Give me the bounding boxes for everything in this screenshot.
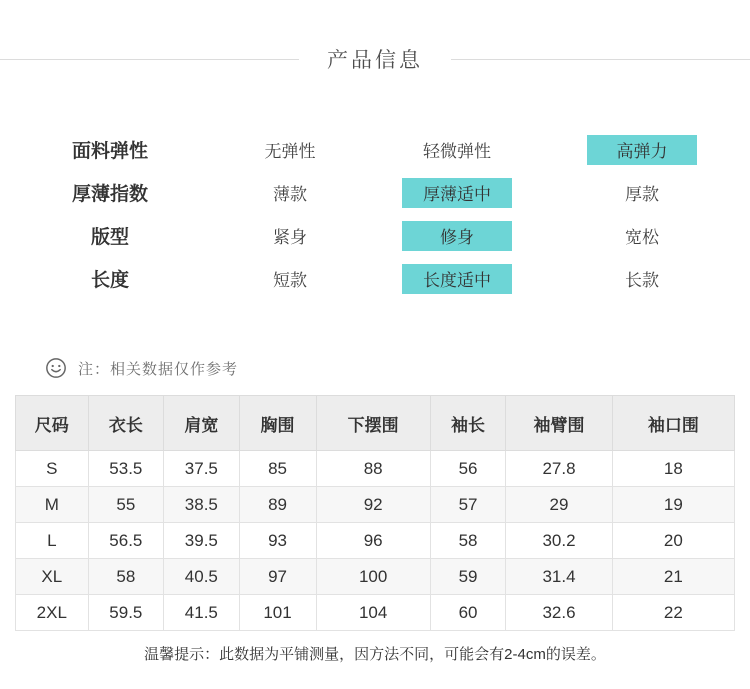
size-cell: 93 xyxy=(239,523,316,559)
spec-option-highlight: 修身 xyxy=(402,221,512,251)
spec-option xyxy=(220,180,360,205)
size-cell: 59 xyxy=(430,559,505,595)
reference-note xyxy=(45,357,750,379)
spec-label: 面料弹性 xyxy=(71,141,148,162)
size-cell: L xyxy=(16,523,89,559)
table-row xyxy=(16,523,735,559)
size-cell: 57 xyxy=(430,487,505,523)
size-table-header-row xyxy=(16,396,735,451)
size-cell: 31.4 xyxy=(506,559,612,595)
spec-option xyxy=(220,137,360,162)
size-cell: 58 xyxy=(430,523,505,559)
size-col-header: 肩宽 xyxy=(164,396,239,451)
size-cell: 37.5 xyxy=(164,451,239,487)
size-cell: 92 xyxy=(316,487,430,523)
size-cell: 100 xyxy=(316,559,430,595)
table-row xyxy=(16,595,735,631)
spec-label: 长度 xyxy=(90,270,129,291)
spec-option-highlight: 厚薄适中 xyxy=(402,178,512,208)
spec-option-selected xyxy=(360,264,554,294)
size-cell: 39.5 xyxy=(164,523,239,559)
page-title: 产品信息 xyxy=(327,49,423,72)
reference-note-text: 注：相关数据仅作参考 xyxy=(78,360,239,378)
size-cell: 56.5 xyxy=(88,523,163,559)
size-cell: 21 xyxy=(612,559,734,595)
section-title-row xyxy=(0,0,750,74)
measurement-disclaimer: 温馨提示：此数据为平铺测量，因方法不同，可能会有2-4cm的误差。 xyxy=(144,646,606,663)
size-cell: 2XL xyxy=(16,595,89,631)
spec-option xyxy=(554,266,730,291)
table-row xyxy=(16,487,735,523)
size-cell: 104 xyxy=(316,595,430,631)
spec-option xyxy=(360,137,554,162)
size-col-header: 下摆围 xyxy=(316,396,430,451)
spec-option-text: 短款 xyxy=(273,271,307,290)
smiley-icon xyxy=(45,357,67,379)
size-cell: 27.8 xyxy=(506,451,612,487)
size-cell: 56 xyxy=(430,451,505,487)
spec-option-text: 厚款 xyxy=(625,185,659,204)
size-cell: 53.5 xyxy=(88,451,163,487)
spec-label: 厚薄指数 xyxy=(71,184,148,205)
size-cell: M xyxy=(16,487,89,523)
size-col-header: 胸围 xyxy=(239,396,316,451)
spec-option xyxy=(554,223,730,248)
size-col-header: 尺码 xyxy=(16,396,89,451)
size-cell: 18 xyxy=(612,451,734,487)
spec-option-text: 轻微弹性 xyxy=(423,142,491,161)
spec-option xyxy=(554,180,730,205)
size-cell: 40.5 xyxy=(164,559,239,595)
spec-option-selected xyxy=(360,178,554,208)
size-cell: 101 xyxy=(239,595,316,631)
size-col-header: 袖臂围 xyxy=(506,396,612,451)
spec-option-selected xyxy=(554,135,730,165)
size-cell: 32.6 xyxy=(506,595,612,631)
spec-label: 版型 xyxy=(90,227,129,248)
spec-option xyxy=(220,223,360,248)
spec-row-elasticity xyxy=(0,128,750,171)
size-cell: 20 xyxy=(612,523,734,559)
table-row xyxy=(16,451,735,487)
size-cell: 41.5 xyxy=(164,595,239,631)
size-cell: 29 xyxy=(506,487,612,523)
size-table xyxy=(15,395,735,631)
size-col-header: 袖长 xyxy=(430,396,505,451)
size-cell: 19 xyxy=(612,487,734,523)
spec-option-selected xyxy=(360,221,554,251)
size-cell: 30.2 xyxy=(506,523,612,559)
size-cell: 55 xyxy=(88,487,163,523)
spec-option-text: 紧身 xyxy=(273,228,307,247)
title-divider-right xyxy=(451,59,750,60)
size-cell: 38.5 xyxy=(164,487,239,523)
size-cell: 60 xyxy=(430,595,505,631)
size-cell: XL xyxy=(16,559,89,595)
size-col-header: 衣长 xyxy=(88,396,163,451)
spec-option-highlight: 长度适中 xyxy=(402,264,512,294)
spec-option-text: 长款 xyxy=(625,271,659,290)
size-cell: 97 xyxy=(239,559,316,595)
size-cell: 58 xyxy=(88,559,163,595)
size-cell: 85 xyxy=(239,451,316,487)
size-cell: 22 xyxy=(612,595,734,631)
size-cell: 59.5 xyxy=(88,595,163,631)
size-col-header: 袖口围 xyxy=(612,396,734,451)
size-table-wrap xyxy=(15,395,735,631)
spec-option-text: 宽松 xyxy=(625,228,659,247)
spec-option-text: 薄款 xyxy=(273,185,307,204)
spec-option-text: 无弹性 xyxy=(264,142,316,161)
spec-option xyxy=(220,266,360,291)
table-row xyxy=(16,559,735,595)
title-divider-left xyxy=(0,59,299,60)
size-cell: 88 xyxy=(316,451,430,487)
spec-row-fit xyxy=(0,214,750,257)
spec-row-thickness xyxy=(0,171,750,214)
spec-row-length xyxy=(0,257,750,300)
spec-option-highlight: 高弹力 xyxy=(587,135,697,165)
size-cell: S xyxy=(16,451,89,487)
size-cell: 96 xyxy=(316,523,430,559)
size-cell: 89 xyxy=(239,487,316,523)
spec-grid xyxy=(0,128,750,300)
